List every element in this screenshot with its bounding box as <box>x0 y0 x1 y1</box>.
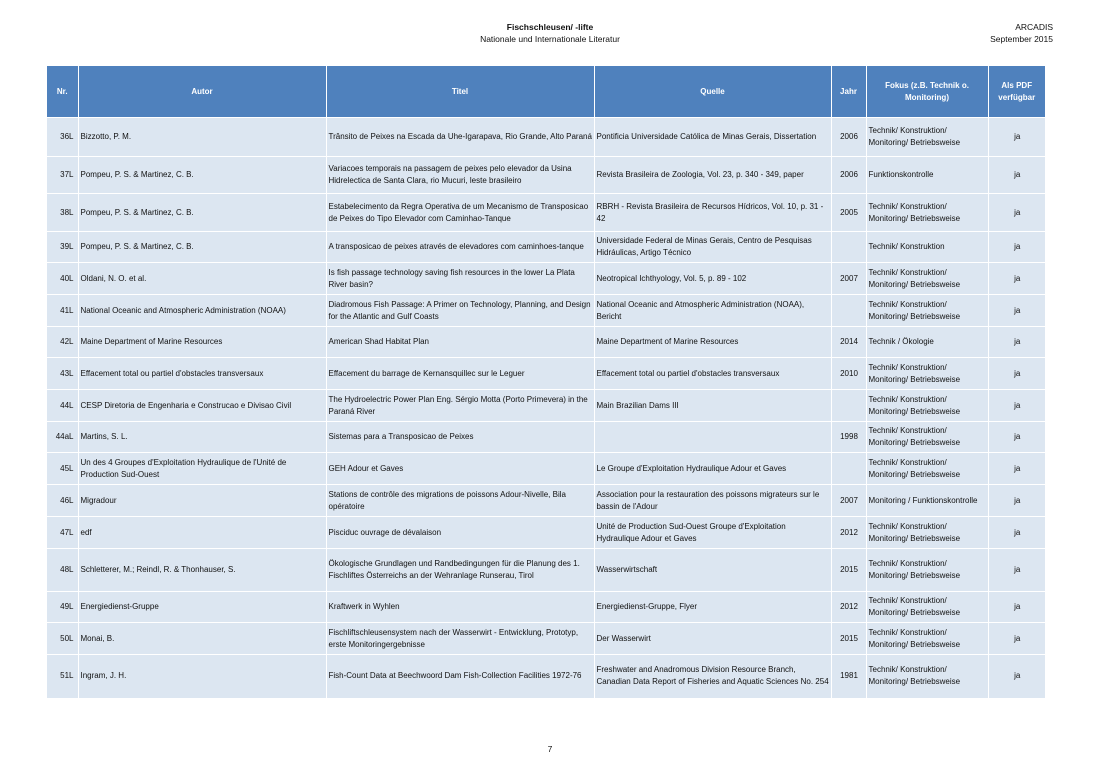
table-row <box>47 295 1045 327</box>
cell-autor: Energiedienst-Gruppe <box>78 592 326 623</box>
cell-fokus: Technik/ Konstruktion/ Monitoring/ Betriebsweise <box>866 263 988 295</box>
cell-nr: 42L <box>47 327 78 358</box>
cell-fokus: Funktionskontrolle <box>866 157 988 194</box>
cell-autor: Martins, S. L. <box>78 422 326 453</box>
cell-fokus: Technik/ Konstruktion/ Monitoring/ Betriebsweise <box>866 422 988 453</box>
cell-autor: Un des 4 Groupes d'Exploitation Hydraulique de l'Unité de Production Sud-Ouest <box>78 453 326 485</box>
cell-jahr: 2014 <box>831 327 866 358</box>
document-header <box>0 21 1100 45</box>
table-row <box>47 549 1045 592</box>
cell-titel: The Hydroelectric Power Plan Eng. Sérgio Motta (Porto Primevera) in the Paraná River <box>326 390 594 422</box>
cell-pdf: ja <box>988 592 1045 623</box>
cell-pdf: ja <box>988 623 1045 655</box>
cell-quelle: Revista Brasileira de Zoologia, Vol. 23, p. 340 - 349, paper <box>594 157 831 194</box>
cell-titel: Estabelecimento da Regra Operativa de um Mecanismo de Transposicao de Peixes do Tipo Elevador com Caminhao-Tanque <box>326 194 594 232</box>
company-name: ARCADIS <box>1015 22 1053 32</box>
column-header-autor: Autor <box>78 66 326 118</box>
cell-titel: Is fish passage technology saving fish resources in the lower La Plata River basin? <box>326 263 594 295</box>
cell-pdf: ja <box>988 232 1045 263</box>
document-date: September 2015 <box>990 34 1053 44</box>
cell-titel: Stations de contrôle des migrations de poissons Adour-Nivelle, Bila opératoire <box>326 485 594 517</box>
cell-fokus: Technik/ Konstruktion/ Monitoring/ Betriebsweise <box>866 453 988 485</box>
cell-autor: Pompeu, P. S. & Martinez, C. B. <box>78 232 326 263</box>
table-row <box>47 327 1045 358</box>
cell-jahr: 2006 <box>831 157 866 194</box>
cell-autor: Migradour <box>78 485 326 517</box>
table-row <box>47 592 1045 623</box>
cell-quelle: Universidade Federal de Minas Gerais, Centro de Pesquisas Hidráulicas, Artigo Técnico <box>594 232 831 263</box>
cell-titel: American Shad Habitat Plan <box>326 327 594 358</box>
table-row <box>47 358 1045 390</box>
cell-nr: 41L <box>47 295 78 327</box>
cell-fokus: Technik/ Konstruktion <box>866 232 988 263</box>
cell-quelle: Le Groupe d'Exploitation Hydraulique Adour et Gaves <box>594 453 831 485</box>
cell-pdf: ja <box>988 549 1045 592</box>
cell-nr: 39L <box>47 232 78 263</box>
cell-nr: 48L <box>47 549 78 592</box>
cell-pdf: ja <box>988 655 1045 698</box>
cell-jahr: 1981 <box>831 655 866 698</box>
cell-autor: Ingram, J. H. <box>78 655 326 698</box>
cell-fokus: Technik/ Konstruktion/ Monitoring/ Betriebsweise <box>866 623 988 655</box>
table-row <box>47 194 1045 232</box>
table-row <box>47 655 1045 698</box>
cell-quelle: Main Brazilian Dams III <box>594 390 831 422</box>
table-row <box>47 623 1045 655</box>
cell-jahr: 2010 <box>831 358 866 390</box>
document-subtitle: Nationale und Internationale Literatur <box>480 34 620 44</box>
cell-quelle: Effacement total ou partiel d'obstacles transversaux <box>594 358 831 390</box>
cell-nr: 36L <box>47 118 78 157</box>
cell-quelle: Maine Department of Marine Resources <box>594 327 831 358</box>
cell-pdf: ja <box>988 327 1045 358</box>
cell-fokus: Technik/ Konstruktion/ Monitoring/ Betriebsweise <box>866 592 988 623</box>
cell-autor: Effacement total ou partiel d'obstacles transversaux <box>78 358 326 390</box>
cell-pdf: ja <box>988 358 1045 390</box>
cell-nr: 50L <box>47 623 78 655</box>
cell-nr: 40L <box>47 263 78 295</box>
cell-nr: 47L <box>47 517 78 549</box>
cell-quelle: RBRH - Revista Brasileira de Recursos Hídricos, Vol. 10, p. 31 - 42 <box>594 194 831 232</box>
cell-jahr: 2007 <box>831 263 866 295</box>
cell-quelle: Der Wasserwirt <box>594 623 831 655</box>
literature-table <box>47 66 1045 698</box>
table-row <box>47 157 1045 194</box>
cell-jahr <box>831 295 866 327</box>
table-row <box>47 485 1045 517</box>
table-row <box>47 390 1045 422</box>
cell-fokus: Monitoring / Funktionskontrolle <box>866 485 988 517</box>
cell-titel: Effacement du barrage de Kernansquillec sur le Leguer <box>326 358 594 390</box>
cell-fokus: Technik / Ökologie <box>866 327 988 358</box>
cell-jahr <box>831 390 866 422</box>
cell-autor: Pompeu, P. S. & Martinez, C. B. <box>78 194 326 232</box>
cell-jahr: 1998 <box>831 422 866 453</box>
cell-titel: GEH Adour et Gaves <box>326 453 594 485</box>
cell-pdf: ja <box>988 422 1045 453</box>
cell-quelle: Energiedienst-Gruppe, Flyer <box>594 592 831 623</box>
cell-fokus: Technik/ Konstruktion/ Monitoring/ Betriebsweise <box>866 295 988 327</box>
cell-titel: Ökologische Grundlagen und Randbedingungen für die Planung des 1. Fischliftes Österreichs an der Wehranlage Runserau, Tirol <box>326 549 594 592</box>
cell-titel: Variacoes temporais na passagem de peixes pelo elevador da Usina Hidrelectica de Santa Clara, rio Mucuri, leste brasileiro <box>326 157 594 194</box>
cell-pdf: ja <box>988 194 1045 232</box>
cell-pdf: ja <box>988 517 1045 549</box>
cell-titel: A transposicao de peixes através de elevadores com caminhoes-tanque <box>326 232 594 263</box>
table-body <box>47 118 1045 698</box>
cell-nr: 37L <box>47 157 78 194</box>
cell-jahr: 2005 <box>831 194 866 232</box>
cell-pdf: ja <box>988 295 1045 327</box>
cell-fokus: Technik/ Konstruktion/ Monitoring/ Betriebsweise <box>866 194 988 232</box>
cell-titel: Fischliftschleusensystem nach der Wasserwirt - Entwicklung, Prototyp, erste Monitoringergebnisse <box>326 623 594 655</box>
cell-jahr: 2012 <box>831 592 866 623</box>
page-number: 7 <box>547 744 553 754</box>
cell-quelle: Pontificia Universidade Católica de Minas Gerais, Dissertation <box>594 118 831 157</box>
cell-jahr: 2015 <box>831 549 866 592</box>
cell-autor: edf <box>78 517 326 549</box>
cell-fokus: Technik/ Konstruktion/ Monitoring/ Betriebsweise <box>866 390 988 422</box>
table-row <box>47 422 1045 453</box>
column-header-titel: Titel <box>326 66 594 118</box>
cell-fokus: Technik/ Konstruktion/ Monitoring/ Betriebsweise <box>866 358 988 390</box>
cell-titel: Pisciduc ouvrage de dévalaison <box>326 517 594 549</box>
cell-pdf: ja <box>988 118 1045 157</box>
column-header-fokus: Fokus (z.B. Technik o. Monitoring) <box>866 66 988 118</box>
cell-nr: 46L <box>47 485 78 517</box>
cell-titel: Diadromous Fish Passage: A Primer on Technology, Planning, and Design for the Atlantic and Gulf Coasts <box>326 295 594 327</box>
cell-pdf: ja <box>988 157 1045 194</box>
cell-autor: CESP Diretoria de Engenharia e Construcao e Divisao Civil <box>78 390 326 422</box>
cell-pdf: ja <box>988 485 1045 517</box>
column-header-pdf: Als PDF verfügbar <box>988 66 1045 118</box>
cell-autor: Oldani, N. O. et al. <box>78 263 326 295</box>
cell-nr: 43L <box>47 358 78 390</box>
cell-autor: Schletterer, M.; Reindl, R. & Thonhauser, S. <box>78 549 326 592</box>
cell-nr: 38L <box>47 194 78 232</box>
cell-nr: 44L <box>47 390 78 422</box>
table-row <box>47 232 1045 263</box>
cell-jahr: 2015 <box>831 623 866 655</box>
table-row <box>47 263 1045 295</box>
cell-nr: 51L <box>47 655 78 698</box>
cell-fokus: Technik/ Konstruktion/ Monitoring/ Betriebsweise <box>866 655 988 698</box>
cell-titel: Sistemas para a Transposicao de Peixes <box>326 422 594 453</box>
cell-quelle: Wasserwirtschaft <box>594 549 831 592</box>
cell-quelle: National Oceanic and Atmospheric Administration (NOAA), Bericht <box>594 295 831 327</box>
cell-autor: Monai, B. <box>78 623 326 655</box>
cell-fokus: Technik/ Konstruktion/ Monitoring/ Betriebsweise <box>866 118 988 157</box>
cell-nr: 44aL <box>47 422 78 453</box>
column-header-jahr: Jahr <box>831 66 866 118</box>
cell-titel: Kraftwerk in Wyhlen <box>326 592 594 623</box>
document-title: Fischschleusen/ -lifte <box>506 22 594 32</box>
cell-fokus: Technik/ Konstruktion/ Monitoring/ Betriebsweise <box>866 549 988 592</box>
cell-nr: 49L <box>47 592 78 623</box>
cell-jahr: 2006 <box>831 118 866 157</box>
cell-quelle: Freshwater and Anadromous Division Resource Branch, Canadian Data Report of Fisheries and Aquatic Sciences No. 254 <box>594 655 831 698</box>
table-row <box>47 118 1045 157</box>
header-right <box>990 21 1053 45</box>
cell-pdf: ja <box>988 390 1045 422</box>
table-header-row <box>47 66 1045 118</box>
cell-jahr <box>831 453 866 485</box>
cell-autor: National Oceanic and Atmospheric Administration (NOAA) <box>78 295 326 327</box>
cell-quelle: Association pour la restauration des poissons migrateurs sur le bassin de l'Adour <box>594 485 831 517</box>
cell-fokus: Technik/ Konstruktion/ Monitoring/ Betriebsweise <box>866 517 988 549</box>
column-header-nr: Nr. <box>47 66 78 118</box>
cell-pdf: ja <box>988 453 1045 485</box>
cell-autor: Pompeu, P. S. & Martinez, C. B. <box>78 157 326 194</box>
table-row <box>47 517 1045 549</box>
cell-autor: Bizzotto, P. M. <box>78 118 326 157</box>
cell-quelle: Neotropical Ichthyology, Vol. 5, p. 89 - 102 <box>594 263 831 295</box>
column-header-quelle: Quelle <box>594 66 831 118</box>
cell-nr: 45L <box>47 453 78 485</box>
cell-autor: Maine Department of Marine Resources <box>78 327 326 358</box>
cell-jahr: 2012 <box>831 517 866 549</box>
cell-quelle <box>594 422 831 453</box>
cell-jahr: 2007 <box>831 485 866 517</box>
cell-pdf: ja <box>988 263 1045 295</box>
cell-jahr <box>831 232 866 263</box>
cell-titel: Fish-Count Data at Beechwoord Dam Fish-Collection Facilities 1972-76 <box>326 655 594 698</box>
table-row <box>47 453 1045 485</box>
cell-quelle: Unité de Production Sud-Ouest Groupe d'Exploitation Hydraulique Adour et Gaves <box>594 517 831 549</box>
cell-titel: Trânsito de Peixes na Escada da Uhe-Igarapava, Rio Grande, Alto Paraná <box>326 118 594 157</box>
